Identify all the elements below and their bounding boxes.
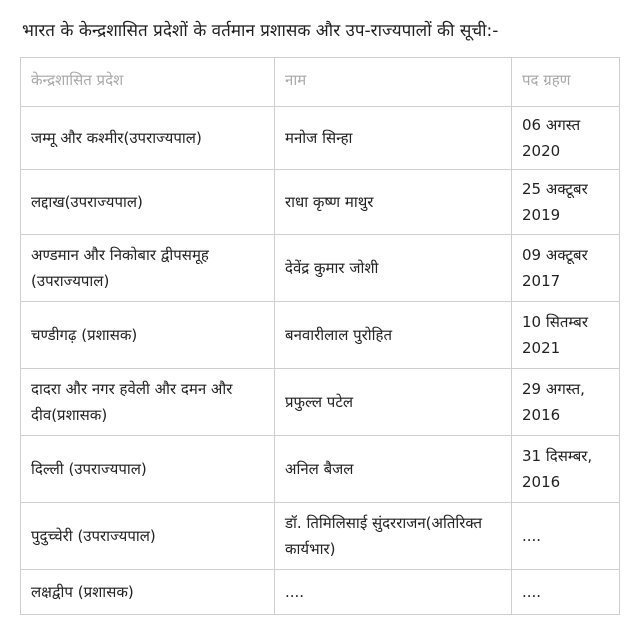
table-row — [21, 570, 620, 615]
cell-date: 09 अक्टूबर 2017 — [512, 235, 620, 302]
cell-name: प्रफुल्ल पटेल — [275, 369, 512, 436]
cell-territory: चण्डीगढ़ (प्रशासक) — [21, 302, 275, 369]
header-date: पद ग्रहण — [512, 58, 620, 107]
cell-name: .... — [275, 570, 512, 615]
cell-territory: अण्डमान और निकोबार द्वीपसमूह (उपराज्यपाल) — [21, 235, 275, 302]
cell-name: अनिल बैजल — [275, 436, 512, 503]
table-row — [21, 170, 620, 235]
cell-territory: लक्षद्वीप (प्रशासक) — [21, 570, 275, 615]
cell-date: 29 अगस्त, 2016 — [512, 369, 620, 436]
cell-date: 25 अक्टूबर 2019 — [512, 170, 620, 235]
cell-territory: पुदुच्चेरी (उपराज्यपाल) — [21, 503, 275, 570]
union-territories-table — [20, 57, 620, 615]
page-heading: भारत के केन्द्रशासित प्रदेशों के वर्तमान प्रशासक और उप-राज्यपालों की सूची:- — [22, 21, 499, 41]
cell-date: .... — [512, 503, 620, 570]
cell-territory: दादरा और नगर हवेली और दमन और दीव(प्रशासक) — [21, 369, 275, 436]
header-territory: केन्द्रशासित प्रदेश — [21, 58, 275, 107]
cell-date: 10 सितम्बर 2021 — [512, 302, 620, 369]
table-row — [21, 235, 620, 302]
cell-date: 06 अगस्त 2020 — [512, 107, 620, 170]
table-row — [21, 369, 620, 436]
cell-name: देवेंद्र कुमार जोशी — [275, 235, 512, 302]
cell-name: राधा कृष्ण माथुर — [275, 170, 512, 235]
cell-name: मनोज सिन्हा — [275, 107, 512, 170]
table-row — [21, 503, 620, 570]
cell-territory: लद्दाख(उपराज्यपाल) — [21, 170, 275, 235]
table-header-row — [21, 58, 620, 107]
header-name: नाम — [275, 58, 512, 107]
cell-date: .... — [512, 570, 620, 615]
cell-name: डॉ. तिमिलिसाई सुंदरराजन(अतिरिक्त कार्यभार) — [275, 503, 512, 570]
cell-name: बनवारीलाल पुरोहित — [275, 302, 512, 369]
table-row — [21, 302, 620, 369]
cell-territory: दिल्ली (उपराज्यपाल) — [21, 436, 275, 503]
cell-territory: जम्मू और कश्मीर(उपराज्यपाल) — [21, 107, 275, 170]
cell-date: 31 दिसम्बर, 2016 — [512, 436, 620, 503]
table-row — [21, 436, 620, 503]
table-row — [21, 107, 620, 170]
